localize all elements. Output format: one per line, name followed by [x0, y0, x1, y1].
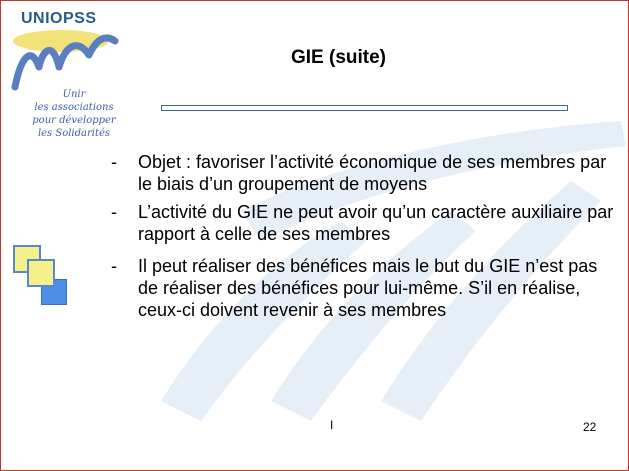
bullet-marker: - — [111, 256, 117, 276]
decorative-squares — [11, 241, 71, 311]
logo-name: UNIOPSS — [21, 10, 97, 27]
bullet-text: Objet : favoriser l’activité économique de ses membres par le biais d’un groupement de moyens — [138, 152, 607, 194]
title-divider — [161, 105, 568, 111]
page-number: 22 — [583, 420, 597, 434]
bullet-item — [111, 201, 621, 245]
bullet-item — [111, 255, 621, 321]
slide-title: GIE (suite) — [291, 47, 387, 68]
logo-signature-line: pour développer — [32, 115, 116, 126]
text-cursor-icon: I — [330, 418, 334, 432]
bullet-item — [111, 151, 621, 195]
uniopss-logo — [9, 5, 119, 155]
yellow-square-icon — [27, 259, 55, 287]
bullet-list — [111, 151, 621, 327]
bullet-marker: - — [111, 202, 117, 222]
logo-signature-line: les Solidarités — [37, 128, 111, 139]
logo-signature-line: les associations — [34, 102, 114, 113]
logo-signature — [29, 88, 119, 140]
bullet-marker: - — [111, 152, 117, 172]
bullet-text: L’activité du GIE ne peut avoir qu’un caractère auxiliaire par rapport à celle de ses membres — [138, 202, 614, 244]
logo-mark-icon — [9, 27, 119, 93]
bullet-text: Il peut réaliser des bénéfices mais le but du GIE n’est pas de réaliser des bénéfices pour lui-même. S’il en réalise, ceux-ci doivent revenir à ses membres — [138, 256, 598, 320]
logo-signature-line: Unir — [62, 89, 86, 100]
